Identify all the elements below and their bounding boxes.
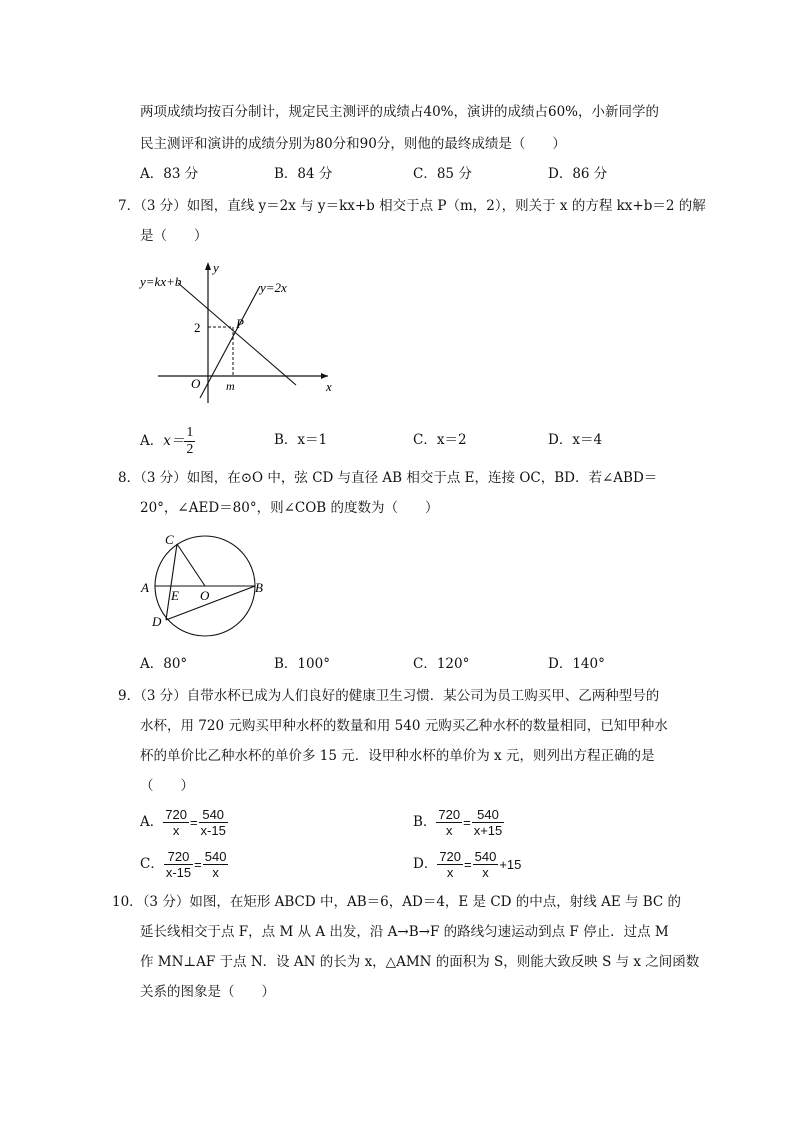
q7-text: 如图，直线 y＝2x 与 y＝kx+b 相交于点 P（m，2），则关于 x 的方程 kx+b＝2 的解 (186, 198, 706, 214)
q7-stem-line-2: 是（ ） (140, 228, 208, 244)
q8-figure-circle (136, 528, 272, 640)
q8-option-d[interactable]: D．140° (548, 656, 605, 672)
q9-option-a[interactable]: A． $\frac{720}{x}$ = $\frac{540}{x-15}$ (140, 807, 226, 838)
label-2: 2 (194, 320, 201, 335)
q8-option-a[interactable]: A．80° (140, 656, 188, 672)
q8-option-b[interactable]: B．100° (274, 656, 330, 672)
q10-stem-line-2: 延长线相交于点 F，点 M 从 A 出发，沿 A→B→F 的路线匀速运动到点 F 停止．过点 M (140, 924, 669, 940)
q9-option-b[interactable]: B． $\frac{720}{x}$ = $\frac{540}{x+15}$ (413, 807, 503, 838)
q10-text: 如图，在矩形 ABCD 中，AB＝6，AD＝4，E 是 CD 的中点，射线 AE 与 BC 的 (189, 894, 682, 910)
label-O: O (200, 588, 210, 603)
label-B: B (255, 580, 263, 595)
q9-option-c[interactable]: C． $\frac{720}{x-15}$ = $\frac{540}{x}$ (140, 849, 227, 880)
q8-text: 如图，在⊙O 中，弦 CD 与直径 AB 相交于点 E，连接 OC，BD．若∠ABD＝ (186, 470, 658, 486)
q10-stem-line-3: 作 MN⊥AF 于点 N．设 AN 的长为 x，△AMN 的面积为 S，则能大致反映 S 与 x 之间函数 (140, 954, 700, 970)
q7-option-c[interactable]: C．x＝2 (413, 432, 467, 448)
q6-text-line-1: 两项成绩均按百分制计，规定民主测评的成绩占40%，演讲的成绩占60%，小新同学的 (140, 104, 660, 120)
q7-stem-line-1 (118, 196, 706, 216)
q9-stem-line-3: 杯的单价比乙种水杯的单价多 15 元．设甲种水杯的单价为 x 元，则列出方程正确的是 (140, 748, 655, 764)
q9-number: 9． (118, 688, 141, 704)
q8-stem-line-1 (118, 468, 657, 488)
label-A: A (141, 580, 149, 595)
q10-stem-line-4: 关系的图象是（ ） (140, 984, 275, 1000)
label-E: E (171, 588, 179, 603)
label-C: C (165, 532, 174, 547)
label-P: P (236, 316, 244, 331)
label-y-2x: y=2x (260, 280, 287, 295)
q6-option-b[interactable]: B．84 分 (274, 166, 333, 182)
q7-figure-graph (136, 258, 346, 408)
q10-stem-line-1 (112, 892, 681, 912)
q9-text: 自带水杯已成为人们良好的健康卫生习惯．某公司为员工购买甲、乙两种型号的 (186, 688, 660, 704)
segment-oc (177, 544, 205, 586)
q6-option-d[interactable]: D．86 分 (548, 166, 608, 182)
q7-option-b[interactable]: B．x＝1 (274, 432, 328, 448)
q6-option-c[interactable]: C．85 分 (413, 166, 472, 182)
q7-number: 7． (118, 198, 141, 214)
q8-number: 8． (118, 470, 141, 486)
label-y: y (213, 260, 219, 275)
q7-score: （3 分） (140, 198, 187, 214)
q9-score: （3 分） (140, 688, 187, 704)
q9-stem-line-2: 水杯，用 720 元购买甲种水杯的数量和用 540 元购买乙种水杯的数量相同，已知甲种水 (140, 718, 668, 734)
q10-number: 10． (112, 894, 143, 910)
q9-option-d[interactable]: D． $\frac{720}{x}$ = $\frac{540}{x}$ +15 (413, 849, 522, 880)
y-axis-arrow (205, 262, 211, 270)
q9-stem-line-4: （ ） (140, 778, 194, 794)
label-O: O (191, 376, 201, 391)
label-m: m (226, 379, 235, 393)
q8-option-c[interactable]: C．120° (413, 656, 470, 672)
q7-option-d[interactable]: D．x＝4 (548, 432, 603, 448)
label-x: x (326, 379, 332, 394)
segment-bd (166, 586, 255, 620)
q6-option-a[interactable]: A．83 分 (140, 166, 199, 182)
q6-text-line-2: 民主测评和演讲的成绩分别为80分和90分，则他的最终成绩是（ ） (140, 136, 566, 152)
q8-stem-line-2: 20°，∠AED＝80°，则∠COB 的度数为（ ） (140, 500, 439, 516)
label-y-kx-b: y=kx+b (140, 274, 182, 289)
q8-score: （3 分） (140, 470, 187, 486)
q9-stem-line-1 (118, 686, 659, 706)
chord-cd (166, 544, 177, 620)
label-D: D (152, 614, 162, 629)
q10-score: （3 分） (142, 894, 190, 910)
q7-option-a[interactable]: A．x＝ $\frac{1}{2}$ (140, 425, 194, 457)
